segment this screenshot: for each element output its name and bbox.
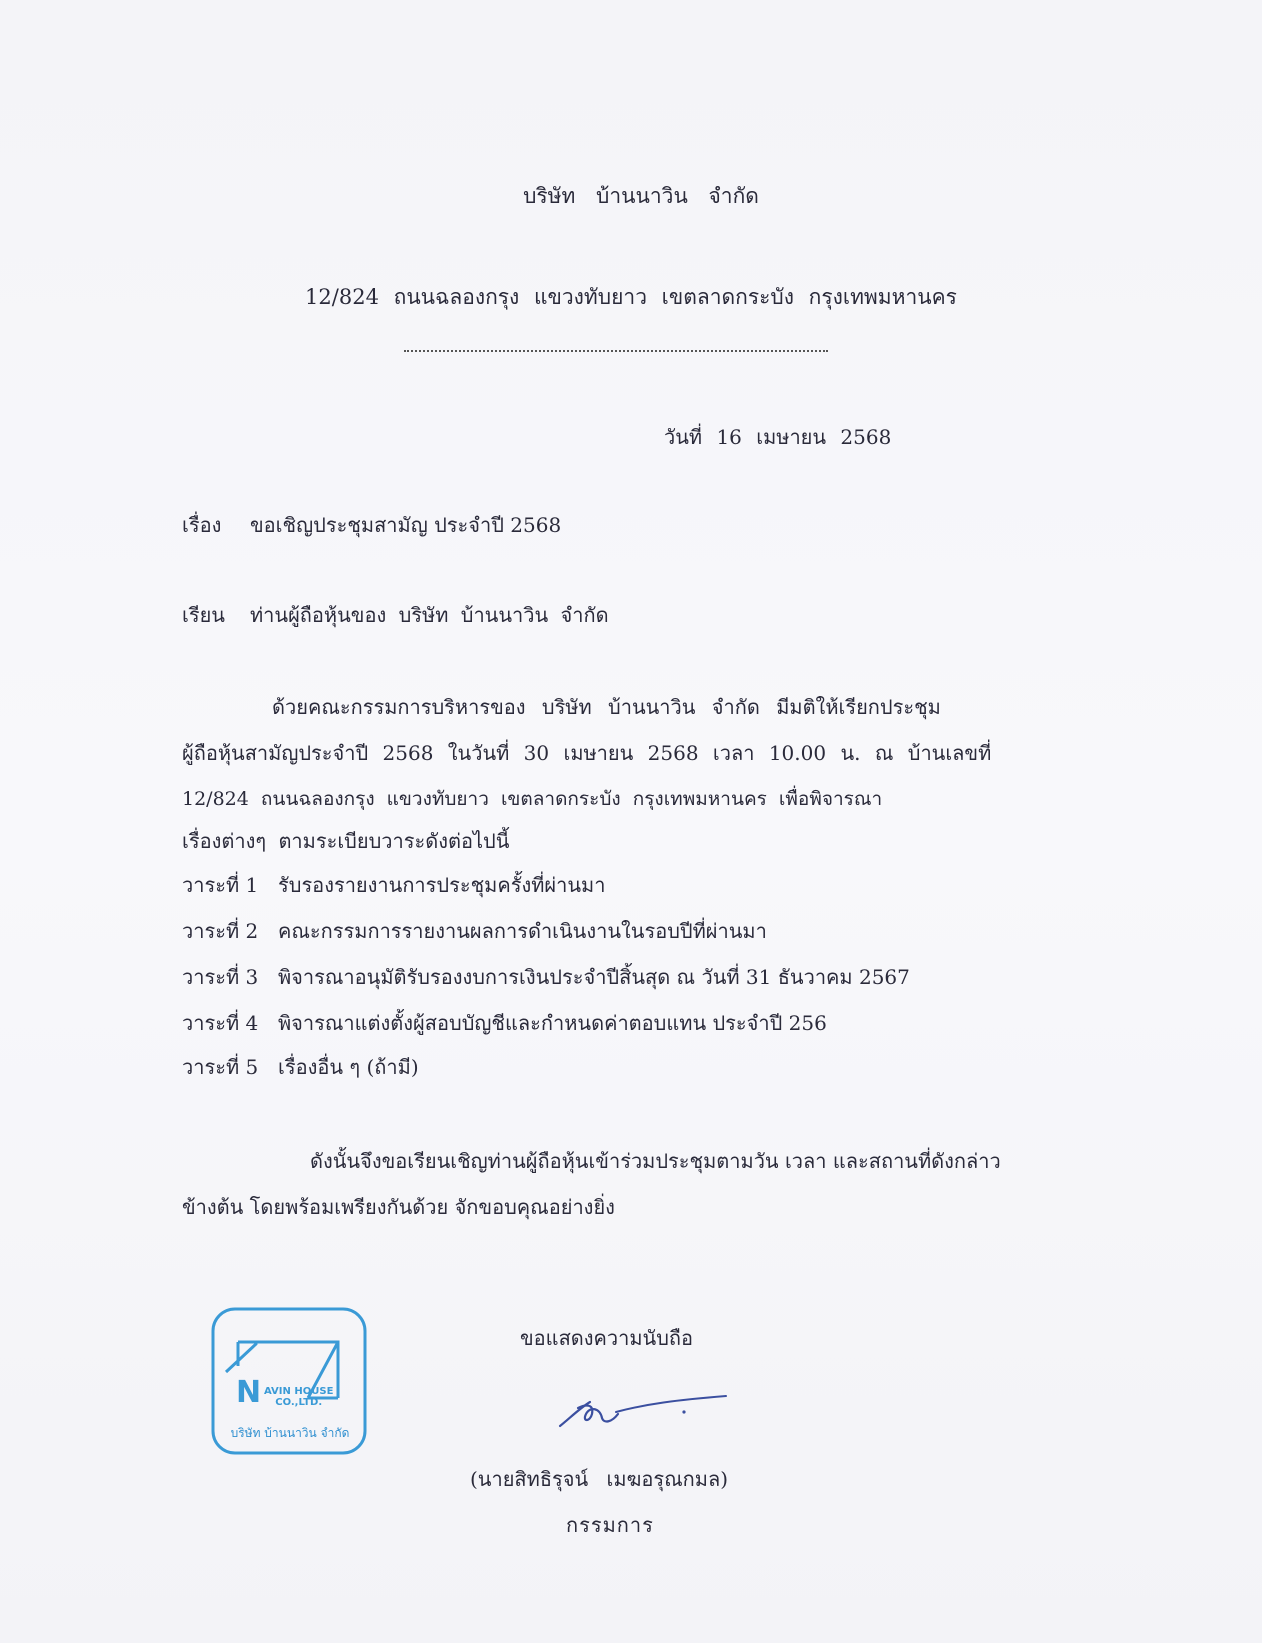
letter-date: วันที่ 16 เมษายน 2568 — [664, 425, 892, 449]
stamp-logo-line: CO.,LTD. — [275, 1397, 323, 1408]
closing-paragraph-line: ดังนั้นจึงขอเรียนเชิญท่านผู้ถือหุ้นเข้าร่วมประชุมตามวัน เวลา และสถานที่ดังกล่าว — [310, 1149, 1001, 1173]
recipient-line — [182, 602, 609, 628]
stamp-logo-letter: N — [236, 1375, 262, 1410]
agenda-item — [182, 964, 910, 990]
agenda-item — [182, 872, 605, 898]
body-paragraph-line: ด้วยคณะกรรมการบริหารของ บริษัท บ้านนาวิน จำกัด มีมติให้เรียกประชุม — [272, 695, 941, 719]
subject-label: เรื่อง — [182, 513, 222, 537]
handwritten-signature — [556, 1378, 736, 1438]
stamp-company-name: บริษัท บ้านนาวิน จำกัด — [230, 1426, 350, 1440]
company-stamp — [210, 1306, 368, 1456]
agenda-number: วาระที่ 1 — [182, 873, 259, 897]
header-dotted-divider — [404, 350, 828, 352]
agenda-item — [182, 1054, 419, 1080]
agenda-number: วาระที่ 5 — [182, 1055, 259, 1079]
recipient-text: ท่านผู้ถือหุ้นของ บริษัท บ้านนาวิน จำกัด — [250, 603, 609, 627]
agenda-text: เรื่องอื่น ๆ (ถ้ามี) — [278, 1055, 419, 1079]
agenda-item — [182, 1010, 827, 1036]
body-paragraph-line: 12/824 ถนนฉลองกรุง แขวงทับยาว เขตลาดกระบัง กรุงเทพมหานคร เพื่อพิจารณา — [182, 788, 883, 810]
closing-salutation: ขอแสดงความนับถือ — [520, 1326, 694, 1350]
recipient-label: เรียน — [182, 603, 225, 627]
stamp-logo-text — [264, 1386, 333, 1408]
agenda-number: วาระที่ 3 — [182, 965, 259, 989]
company-address: 12/824 ถนนฉลองกรุง แขวงทับยาว เขตลาดกระบัง กรุงเทพมหานคร — [305, 285, 957, 309]
agenda-number: วาระที่ 2 — [182, 919, 259, 943]
stamp-logo-line: AVIN HOUSE — [264, 1386, 334, 1397]
agenda-text: รับรองรายงานการประชุมครั้งที่ผ่านมา — [278, 873, 606, 897]
agenda-text: พิจารณาอนุมัติรับรองงบการเงินประจำปีสิ้นสุด ณ วันที่ 31 ธันวาคม 2567 — [278, 965, 910, 989]
signer-position: กรรมการ — [566, 1513, 654, 1537]
agenda-text: คณะกรรมการรายงานผลการดำเนินงานในรอบปีที่ผ่านมา — [278, 919, 767, 943]
body-paragraph-line: เรื่องต่างๆ ตามระเบียบวาระดังต่อไปนี้ — [182, 829, 510, 853]
subject-text: ขอเชิญประชุมสามัญ ประจำปี 2568 — [250, 513, 562, 537]
body-paragraph-line: ผู้ถือหุ้นสามัญประจำปี 2568 ในวันที่ 30 เมษายน 2568 เวลา 10.00 น. ณ บ้านเลขที่ — [182, 741, 992, 765]
agenda-text: พิจารณาแต่งตั้งผู้สอบบัญชีและกำหนดค่าตอบแทน ประจำปี 256 — [278, 1011, 827, 1035]
company-name: บริษัท บ้านนาวิน จำกัด — [523, 184, 759, 208]
subject-line — [182, 512, 561, 538]
agenda-item — [182, 918, 767, 944]
closing-paragraph-line: ข้างต้น โดยพร้อมเพรียงกันด้วย จักขอบคุณอย่างยิ่ง — [182, 1195, 615, 1219]
signer-name: (นายสิทธิรุจน์ เมฆอรุณกมล) — [470, 1467, 729, 1491]
agenda-number: วาระที่ 4 — [182, 1011, 259, 1035]
